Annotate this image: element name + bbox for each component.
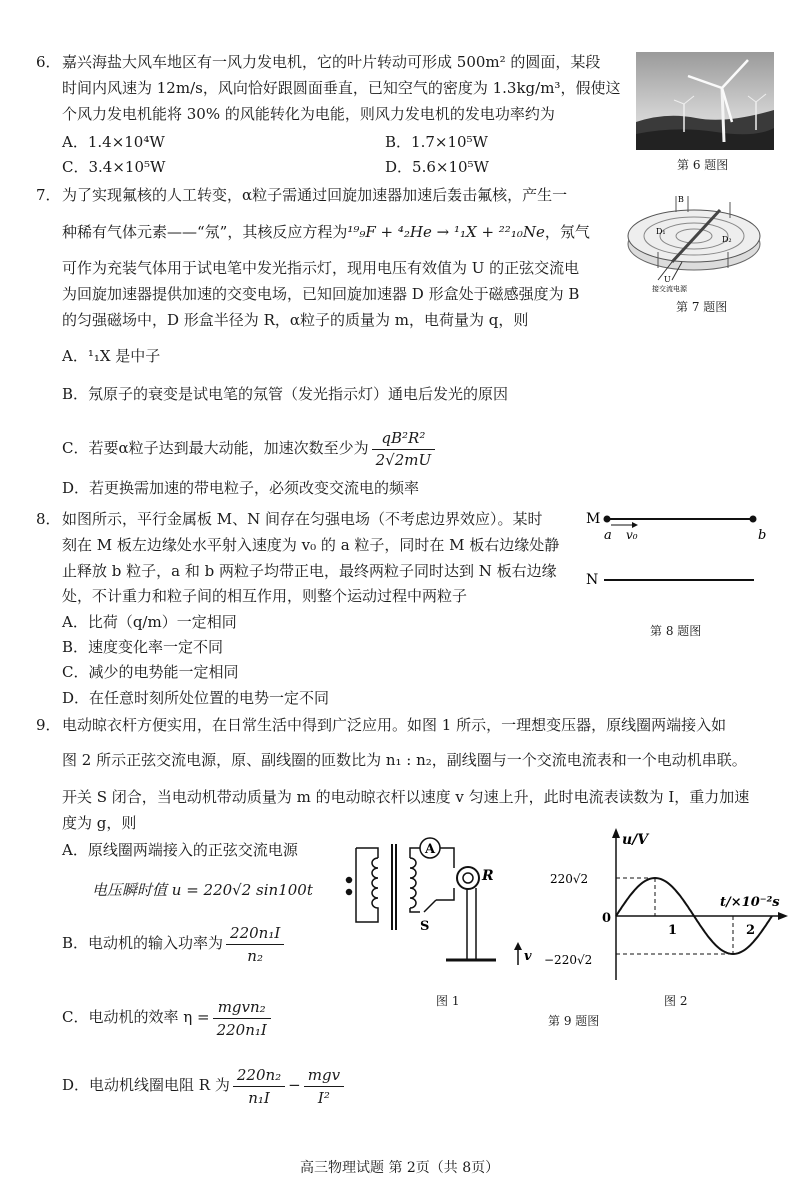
plate-n-label: N — [586, 572, 599, 588]
q9-d-denominator-2: I² — [317, 1088, 330, 1107]
q9-b-denominator: n₂ — [247, 946, 263, 965]
v0-label: v₀ — [626, 528, 638, 542]
ammeter-label: A — [425, 842, 436, 857]
q9-option-b-fraction — [226, 923, 284, 966]
y-max-label: 220√2 — [550, 872, 589, 886]
q9-option-c-text: C．电动机的效率 η = — [62, 1008, 210, 1026]
switch-s-label: S — [420, 919, 430, 934]
q9-option-b — [62, 920, 287, 966]
q7-option-c-fraction — [372, 429, 436, 470]
cyclotron-b-label: B — [678, 195, 684, 204]
q9-option-a-line-2: 电压瞬时值 u = 220√2 sin100t — [92, 881, 313, 899]
q7-option-c-text: C．若要α粒子达到最大动能，加速次数至少为 — [62, 439, 369, 457]
q8-option-a: A．比荷（q/m）一定相同 — [62, 613, 237, 631]
particle-a-label: a — [604, 528, 612, 543]
q8-text-line-2: 刻在 M 板左边缘处水平射入速度为 v₀ 的 a 粒子，同时在 M 板右边缘处静 — [62, 536, 560, 554]
velocity-label: v — [524, 949, 532, 964]
cyclotron-figure — [618, 192, 766, 292]
x-axis-label: t/×10⁻²s — [720, 895, 780, 910]
q9-option-c-fraction — [213, 997, 271, 1040]
cyclotron-d1-label: D₁ — [656, 227, 666, 236]
wind-turbine-photo — [636, 52, 774, 150]
q9-d-denominator-1: n₁I — [248, 1088, 270, 1107]
q9-text-line-2: 图 2 所示正弦交流电源，原、副线圈的匝数比为 n₁ : n₂，副线圈与一个交流电流表和一个电动机串联。 — [62, 751, 747, 769]
q7-nuclear-equation: ¹⁹₉F + ⁴₂He → ¹₁X + ²²₁₀Ne — [347, 223, 545, 241]
plate-m-label: M — [586, 511, 601, 527]
q9-option-a-line-1: A．原线圈两端接入的正弦交流电源 — [62, 841, 298, 859]
q7-figure-caption: 第 7 题图 — [676, 300, 728, 314]
q9-figure-caption: 第 9 题图 — [548, 1014, 600, 1028]
terminal-top — [347, 878, 352, 883]
q7-option-b: B．氖原子的衰变是试电笔的氖管（发光指示灯）通电后发光的原因 — [62, 385, 509, 403]
parallel-plates-figure — [582, 506, 774, 596]
q9-text-line-4: 度为 g，则 — [62, 814, 137, 832]
q7-c-denominator: 2√2mU — [375, 450, 432, 469]
x-tick-2-label: 2 — [746, 923, 756, 938]
q8-number: 8． — [36, 510, 61, 528]
q8-figure-caption: 第 8 题图 — [650, 624, 702, 638]
q7-text-line-5: 的匀强磁场中，D 形盒半径为 R，α粒子的质量为 m，电荷量为 q，则 — [62, 311, 529, 329]
particle-b — [750, 516, 757, 523]
q9-option-c — [62, 994, 274, 1040]
q8-text-line-3: 止释放 b 粒子，a 和 b 两粒子均带正电，最终两粒子同时达到 N 板右边缘 — [62, 562, 557, 580]
q6-option-c: C．3.4×10⁵W — [62, 158, 166, 176]
q9-number: 9． — [36, 716, 61, 734]
q6-figure-caption: 第 6 题图 — [677, 158, 729, 172]
q6-option-d: D．5.6×10⁵W — [385, 158, 489, 176]
q7-text-line-2 — [62, 222, 590, 242]
q9-option-d — [62, 1062, 347, 1108]
q8-text-line-1: 如图所示，平行金属板 M、N 间存在匀强电场（不考虑边界效应）。某时 — [62, 510, 543, 528]
q9-d-numerator-2: mgv — [304, 1065, 344, 1087]
q9-c-numerator: mgvn₂ — [213, 997, 271, 1019]
q8-option-c: C．减少的电势能一定相同 — [62, 663, 239, 681]
q9-d-numerator-1: 220n₂ — [233, 1065, 285, 1087]
q7-c-numerator: qB²R² — [372, 429, 436, 450]
q7-option-c — [62, 426, 438, 470]
page-footer: 高三物理试题 第 2页（共 8页） — [300, 1160, 500, 1176]
q9-option-d-text: D．电动机线圈电阻 R 为 — [62, 1076, 230, 1094]
transformer-circuit-figure — [336, 830, 536, 990]
q6-number: 6． — [36, 53, 61, 71]
y-min-label: −220√2 — [544, 953, 593, 967]
cyclotron-u-label: U — [664, 275, 671, 284]
q8-text-line-4: 处，不计重力和粒子间的相互作用，则整个运动过程中两粒子 — [62, 587, 468, 605]
q6-option-b: B．1.7×10⁵W — [385, 133, 488, 151]
q9-c-denominator: 220n₁I — [216, 1020, 267, 1039]
q9-option-b-text: B．电动机的输入功率为 — [62, 934, 224, 952]
q7-text-line-1: 为了实现氟核的人工转变，α粒子需通过回旋加速器加速后轰击氟核，产生一 — [62, 186, 568, 204]
q7-number: 7． — [36, 186, 61, 204]
q9-b-numerator: 220n₁I — [226, 923, 284, 945]
figure-1-caption: 图 1 — [436, 994, 460, 1008]
q7-line2-end: ，氖气 — [544, 223, 590, 241]
q7-option-d: D．若更换需加速的带电粒子，必须改变交流电的频率 — [62, 479, 420, 497]
q6-text-line-3: 个风力发电机能将 30% 的风能转化为电能，则风力发电机的发电功率约为 — [62, 105, 555, 123]
q9-d-fraction-2 — [304, 1065, 344, 1108]
motor-r-label: R — [482, 868, 494, 884]
particle-b-label: b — [758, 528, 767, 543]
cyclotron-d2-label: D₂ — [722, 235, 732, 244]
q6-option-a: A．1.4×10⁴W — [62, 133, 165, 151]
q6-text-line-1: 嘉兴海盐大风车地区有一风力发电机，它的叶片转动可形成 500m² 的圆面，某段 — [62, 53, 601, 71]
y-axis-label: u/V — [622, 832, 649, 848]
q7-line2-start: 种稀有气体元素——“氖”，其核反应方程为 — [62, 223, 348, 241]
x-tick-1-label: 1 — [668, 923, 678, 938]
q9-text-line-3: 开关 S 闭合，当电动机带动质量为 m 的电动晾衣杆以速度 v 匀速上升，此时电流表读数为 I，重力加速 — [62, 788, 750, 806]
secondary-coil — [410, 858, 416, 908]
switch-s — [424, 900, 436, 912]
figure-2-caption: 图 2 — [664, 994, 688, 1008]
terminal-bottom — [347, 890, 352, 895]
origin-label: 0 — [602, 911, 612, 926]
q9-text-line-1: 电动晾衣杆方便实用，在日常生活中得到广泛应用。如图 1 所示，一理想变压器，原线圈两端接入如 — [62, 716, 727, 734]
q7-text-line-4: 为回旋加速器提供加速的交变电场，已知回旋加速器 D 形盒处于磁感强度为 B — [62, 285, 580, 303]
cyclotron-source-label: 接交流电源 — [652, 285, 687, 292]
q9-d-fraction-1 — [233, 1065, 285, 1108]
q7-option-a: A．¹₁X 是中子 — [62, 347, 161, 365]
q8-option-b: B．速度变化率一定不同 — [62, 638, 224, 656]
q8-option-d: D．在任意时刻所处位置的电势一定不同 — [62, 689, 330, 707]
q6-text-line-2: 时间内风速为 12m/s，风向恰好跟圆面垂直，已知空气的密度为 1.3kg/m³，假使这 — [62, 79, 621, 97]
voltage-graph-figure — [544, 826, 790, 986]
q9-d-minus: − — [288, 1076, 301, 1094]
primary-coil — [372, 858, 378, 912]
q7-text-line-3: 可作为充装气体用于试电笔中发光指示灯，现用电压有效值为 U 的正弦交流电 — [62, 259, 580, 277]
particle-a — [604, 516, 611, 523]
